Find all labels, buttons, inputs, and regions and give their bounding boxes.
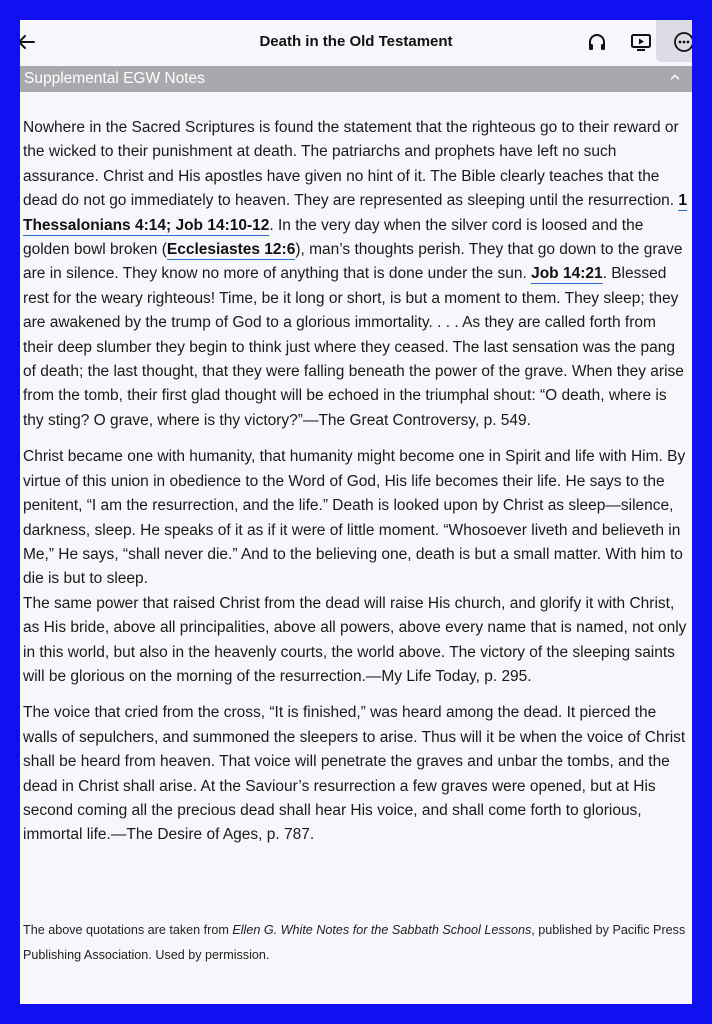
top-navigation-bar (20, 20, 692, 64)
paragraph-3: The same power that raised Christ from the dead will raise His church, and glorify it with Christ, as His bride, above all principalities, above all powers, above every name that is named, not only in this world, but also in the heavenly courts, the world above. The victory of the sleeping saints will be glorious on the morning of the resurrection.—My Life Today, p. 295. (23, 594, 687, 685)
chevron-up-icon[interactable] (668, 70, 682, 87)
paragraph-text: . Blessed rest for the weary righteous! Time, be it long or short, is but a moment to them. They sleep; they are awakened by the trump of God to a glorious immortality. . . . As they are called forth from their deep slumber they begin to think just where they ceased. The last sensation was the pang of death; the last thought, that they were falling beneath the power of the grave. When they arise from the tomb, their first glad thought will be echoed in the triumphal shout: “O death, where is thy sting? O grave, where is thy victory?”—The Great Controversy, p. 549. (23, 265, 684, 429)
page-title: Death in the Old Testament (259, 33, 453, 50)
footnote-book-title: Ellen G. White Notes for the Sabbath School Lessons (232, 923, 532, 937)
paragraph-text: Nowhere in the Sacred Scriptures is found the statement that the righteous go to their reward or the wicked to their punishment at death. The patriarchs and prophets have left no such assurance. Christ and His apostles have given no hint of it. The Bible clearly teaches that the dead do not go immediately to heaven. They are represented as sleeping until the resurrection. (23, 119, 679, 210)
more-options-icon[interactable] (672, 30, 692, 54)
scripture-link-ecclesiastes[interactable]: Ecclesiastes 12:6 (166, 241, 296, 259)
section-header-supplemental-notes[interactable] (20, 66, 692, 92)
scripture-link-thessalonians-job[interactable]: 1 Thessalonians 4:14; Job 14:10-12 (23, 192, 688, 234)
permission-footnote (23, 918, 689, 968)
headphones-icon[interactable] (585, 30, 609, 54)
section-title: Supplemental EGW Notes (24, 70, 205, 87)
scripture-link-job[interactable]: Job 14:21 (531, 265, 603, 283)
notes-content (23, 116, 689, 848)
play-video-icon[interactable] (629, 30, 653, 54)
paragraph-text: ), man’s thoughts perish. They that go down to the grave are in silence. They know no more of anything that is done under the sun. (23, 241, 683, 283)
footnote-text: , published by Pacific Press Publishing Association. Used by permission. (23, 923, 686, 962)
paragraph-2: Christ became one with humanity, that humanity might become one in Spirit and life with Him. By virtue of this union in obedience to the Word of God, His life becomes their life. He says to the penitent, “I am the resurrection, and the life.” Death is looked upon by Christ as sleep—silence, darkness, sleep. He speaks of it as if it were of little moment. “Whosoever liveth and believeth in Me,” He says, “shall never die.” And to the believing one, death is but a small matter. With him to die is but to sleep. (23, 448, 686, 588)
paragraph-1 (23, 116, 689, 433)
app-window (20, 20, 692, 1004)
paragraph-text: . In the very day when the silver cord is loosed and the golden bowl broken ( (23, 216, 644, 259)
footnote-text: The above quotations are taken from (23, 923, 233, 937)
paragraph-4: The voice that cried from the cross, “It is finished,” was heard among the dead. It pierced the walls of sepulchers, and summoned the sleepers to arise. Thus will it be when the voice of Christ shall be heard from heaven. That voice will penetrate the graves and unbar the tombs, and the dead in Christ shall arise. At the Saviour’s resurrection a few graves were opened, but at His second coming all the precious dead shall hear His voice, and shall come forth to glorious, immortal life.—The Desire of Ages, p. 787. (23, 704, 686, 844)
